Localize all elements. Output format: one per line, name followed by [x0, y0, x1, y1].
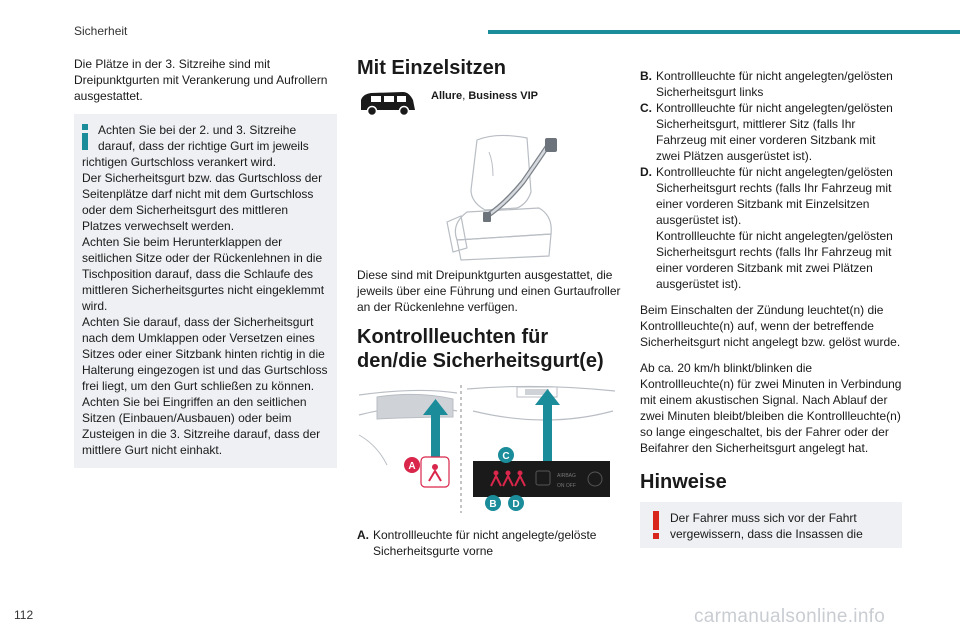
version-business-vip: Business VIP: [468, 90, 539, 102]
legend-item: [640, 68, 902, 100]
marker-c: C: [502, 451, 510, 462]
version-allure: Allure: [431, 90, 463, 102]
legend-label: D.: [640, 165, 652, 179]
legend-list: [640, 68, 902, 292]
info-paragraph: richtigen Gurtschloss verankert wird.: [82, 155, 277, 169]
info-paragraph: Der Sicherheitsgurt bzw. das Gurtschloss der Seitenplätze darf nicht mit dem Gurtschloss oder dem Sicherheitsgurt des mittleren Platzes verwechselt werden.: [82, 171, 323, 233]
legend-label: C.: [640, 101, 652, 115]
seat-belt-illustration: [427, 132, 577, 262]
legend-item: [357, 527, 621, 559]
dashboard-illustration: [357, 385, 619, 513]
watermark: carmanualsonline.info: [694, 606, 886, 627]
info-paragraph: Achten Sie bei Eingriffen an den seitlichen Sitzen (Einbauen/Ausbauen) oder beim Zusteigen in die 3. Sitzreihe darauf, dass der mittlere Gurt nicht einhakt.: [82, 395, 321, 457]
version-row: [357, 88, 621, 118]
column-left: [74, 56, 337, 468]
column-right: [640, 62, 902, 548]
legend-a: [357, 527, 621, 559]
heading-einzelsitze: Mit Einzelsitzen: [357, 57, 506, 79]
legend-label: A.: [357, 528, 369, 542]
warning-box: [640, 502, 902, 548]
section-title: Sicherheit: [74, 24, 128, 38]
version-separator: ,: [462, 90, 469, 102]
header-accent-bar: [488, 30, 960, 34]
body-paragraph: Beim Einschalten der Zündung leuchtet(n) die Kontrollleuchte(n) auf, wenn der betreffende Sicherheitsgurt nicht angelegt bzw. gelöst wurde.: [640, 303, 901, 349]
legend-text: Kontrollleuchte für nicht angelegten/gelösten Sicherheitsgurt, mittlerer Sitz (falls Ihr Fahrzeug mit einer vorderen Sitzbank mit zwei Plätzen ausgerüstet ist).: [656, 101, 893, 163]
marker-a: A: [408, 461, 416, 472]
info-box: [74, 114, 337, 468]
warning-text: Der Fahrer muss sich vor der Fahrt vergewissern, dass die Insassen die: [670, 511, 863, 541]
heading-hinweise: Hinweise: [640, 471, 727, 493]
version-badge: [431, 90, 538, 102]
on-off-text: ON OFF: [557, 483, 576, 489]
info-icon: [81, 124, 89, 150]
airbag-text: AIRBAG: [557, 473, 576, 479]
legend-text: Kontrollleuchte für nicht angelegten/gelösten Sicherheitsgurt links: [656, 69, 893, 99]
info-text-first: Achten Sie bei der 2. und 3. Sitzreihe darauf, dass der richtige Gurt im jeweils: [98, 123, 309, 153]
description-text: Diese sind mit Dreipunktgurten ausgestattet, die jeweils über eine Führung und einen Gurtaufroller an der Rückenlehne verfügen.: [357, 268, 621, 314]
heading-kontrollleuchten: Kontrollleuchten für den/die Sicherheitsgurt(e): [357, 326, 604, 372]
van-icon: [357, 88, 417, 118]
info-paragraph: Achten Sie darauf, dass der Sicherheitsgurt nach dem Umklappen oder Versetzen eines Sitzes oder einer Sitzbank hinten richtig in die Halterung eingezogen ist und das Gurtschloss frei liegt, um den Gurt schließen zu können.: [82, 315, 328, 393]
page-number: 112: [14, 608, 34, 622]
legend-d-extra: Kontrollleuchte für nicht angelegten/gelösten Sicherheitsgurt rechts (falls Ihr Fahrzeug mit einer vorderen Sitzbank mit zwei Plätzen ausgerüstet ist).: [656, 229, 893, 291]
marker-d: D: [512, 499, 520, 510]
legend-item: [640, 164, 902, 228]
legend-text: Kontrollleuchte für nicht angelegten/gelösten Sicherheitsgurt rechts (falls Ihr Fahrzeug mit einer vorderen Sitzbank mit Einzelsitzen ausgerüstet ist).: [656, 165, 893, 227]
legend-label: B.: [640, 69, 652, 83]
body-paragraph: Ab ca. 20 km/h blinkt/blinken die Kontrollleuchte(n) für zwei Minuten in Verbindung mit einem akustischen Signal. Nach Ablauf der zwei Minuten bleibt/bleiben die Kontrollleuchte(n) so lange eingeschaltet, bis der Fahrer oder der Beifahrer den Sicherheitsgurt angelegt hat.: [640, 361, 902, 455]
legend-text: Kontrollleuchte für nicht angelegte/gelöste Sicherheitsgurte vorne: [373, 528, 597, 558]
info-paragraph: Achten Sie beim Herunterklappen der seitlichen Sitze oder der Rückenlehnen in die Tischposition darauf, dass die Schlaufe des mittleren Sicherheitsgurtes nicht eingeklemmt wird.: [82, 235, 325, 313]
legend-item: [640, 100, 902, 164]
warning-exclamation-icon: [652, 511, 660, 539]
column-middle: [357, 56, 621, 559]
intro-text: Die Plätze in der 3. Sitzreihe sind mit Dreipunktgurten mit Verankerung und Aufrollern ausgestattet.: [74, 57, 328, 103]
marker-b: B: [489, 499, 497, 510]
